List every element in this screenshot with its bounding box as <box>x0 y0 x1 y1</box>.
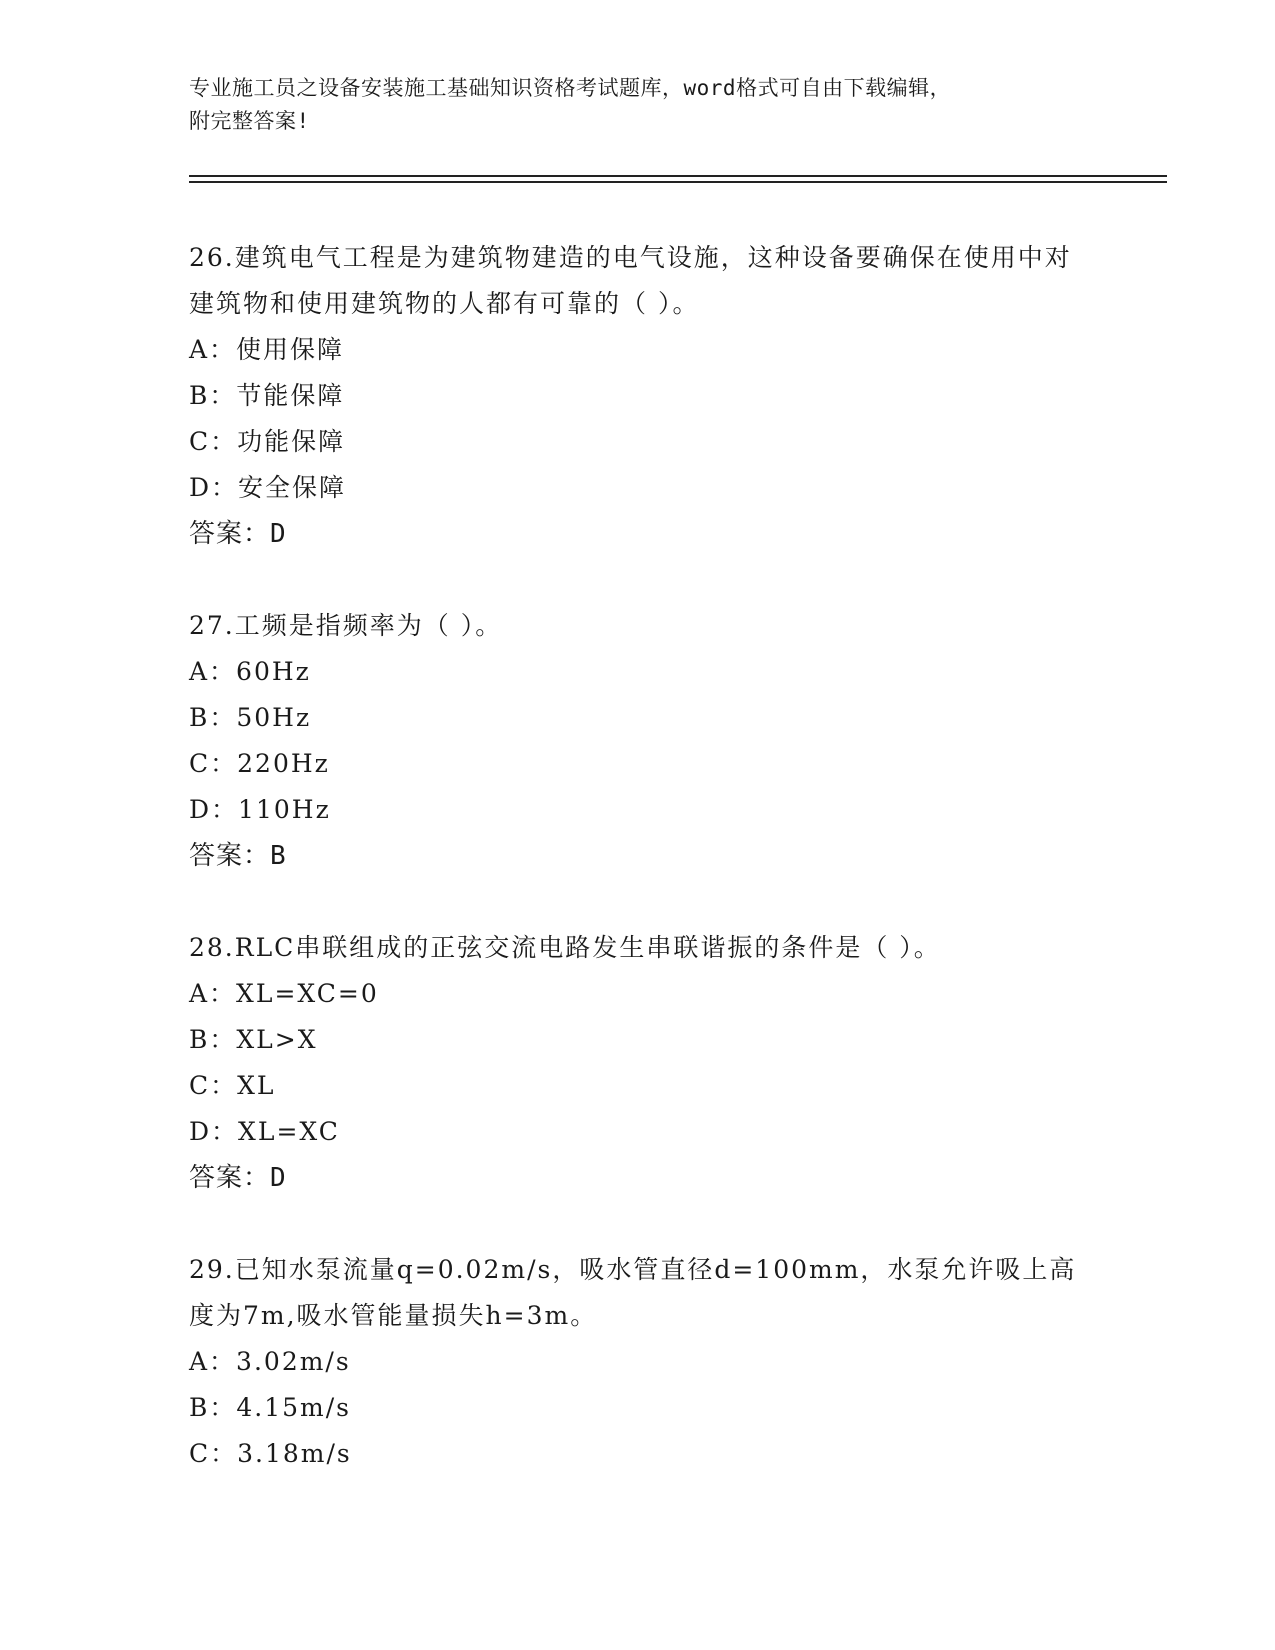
option-b: B：4.15m/s <box>189 1393 351 1422</box>
question-27 <box>189 603 1089 879</box>
question-28 <box>189 925 1089 1201</box>
option-c: C：功能保障 <box>189 427 346 456</box>
question-26 <box>189 235 1089 557</box>
answer-line: 答案：B <box>189 841 287 871</box>
option-a: A：60Hz <box>189 657 311 686</box>
question-stem: 28.RLC串联组成的正弦交流电路发生串联谐振的条件是（ ）。 <box>189 933 941 962</box>
option-c: C：XL <box>189 1071 276 1100</box>
question-stem: 29.已知水泵流量q=0.02m/s，吸水管直径d=100mm，水泵允许吸上高度为7m,吸水管能量损失h=3m。 <box>189 1255 1077 1330</box>
option-b: B：50Hz <box>189 703 312 732</box>
option-a: A：3.02m/s <box>189 1347 351 1376</box>
option-b: B：节能保障 <box>189 381 345 410</box>
document-header <box>189 72 1089 138</box>
option-a: A：XL=XC=0 <box>189 979 379 1008</box>
option-d: D：110Hz <box>189 795 331 824</box>
option-a: A：使用保障 <box>189 335 345 364</box>
question-29 <box>189 1247 1089 1477</box>
question-stem: 26.建筑电气工程是为建筑物建造的电气设施，这种设备要确保在使用中对建筑物和使用建筑物的人都有可靠的（ ）。 <box>189 243 1072 318</box>
question-list <box>189 235 1089 1523</box>
answer-line: 答案：D <box>189 1163 287 1193</box>
option-b: B：XL>X <box>189 1025 318 1054</box>
option-c: C：3.18m/s <box>189 1439 352 1468</box>
option-d: D：XL=XC <box>189 1117 340 1146</box>
header-divider-bottom <box>189 181 1167 183</box>
header-line-2: 附完整答案! <box>189 109 310 133</box>
option-c: C：220Hz <box>189 749 330 778</box>
header-divider-top <box>189 175 1167 177</box>
header-line-1: 专业施工员之设备安装施工基础知识资格考试题库，word格式可自由下载编辑， <box>189 76 952 100</box>
answer-line: 答案：D <box>189 519 287 549</box>
question-stem: 27.工频是指频率为（ ）。 <box>189 611 503 640</box>
option-d: D：安全保障 <box>189 473 347 502</box>
